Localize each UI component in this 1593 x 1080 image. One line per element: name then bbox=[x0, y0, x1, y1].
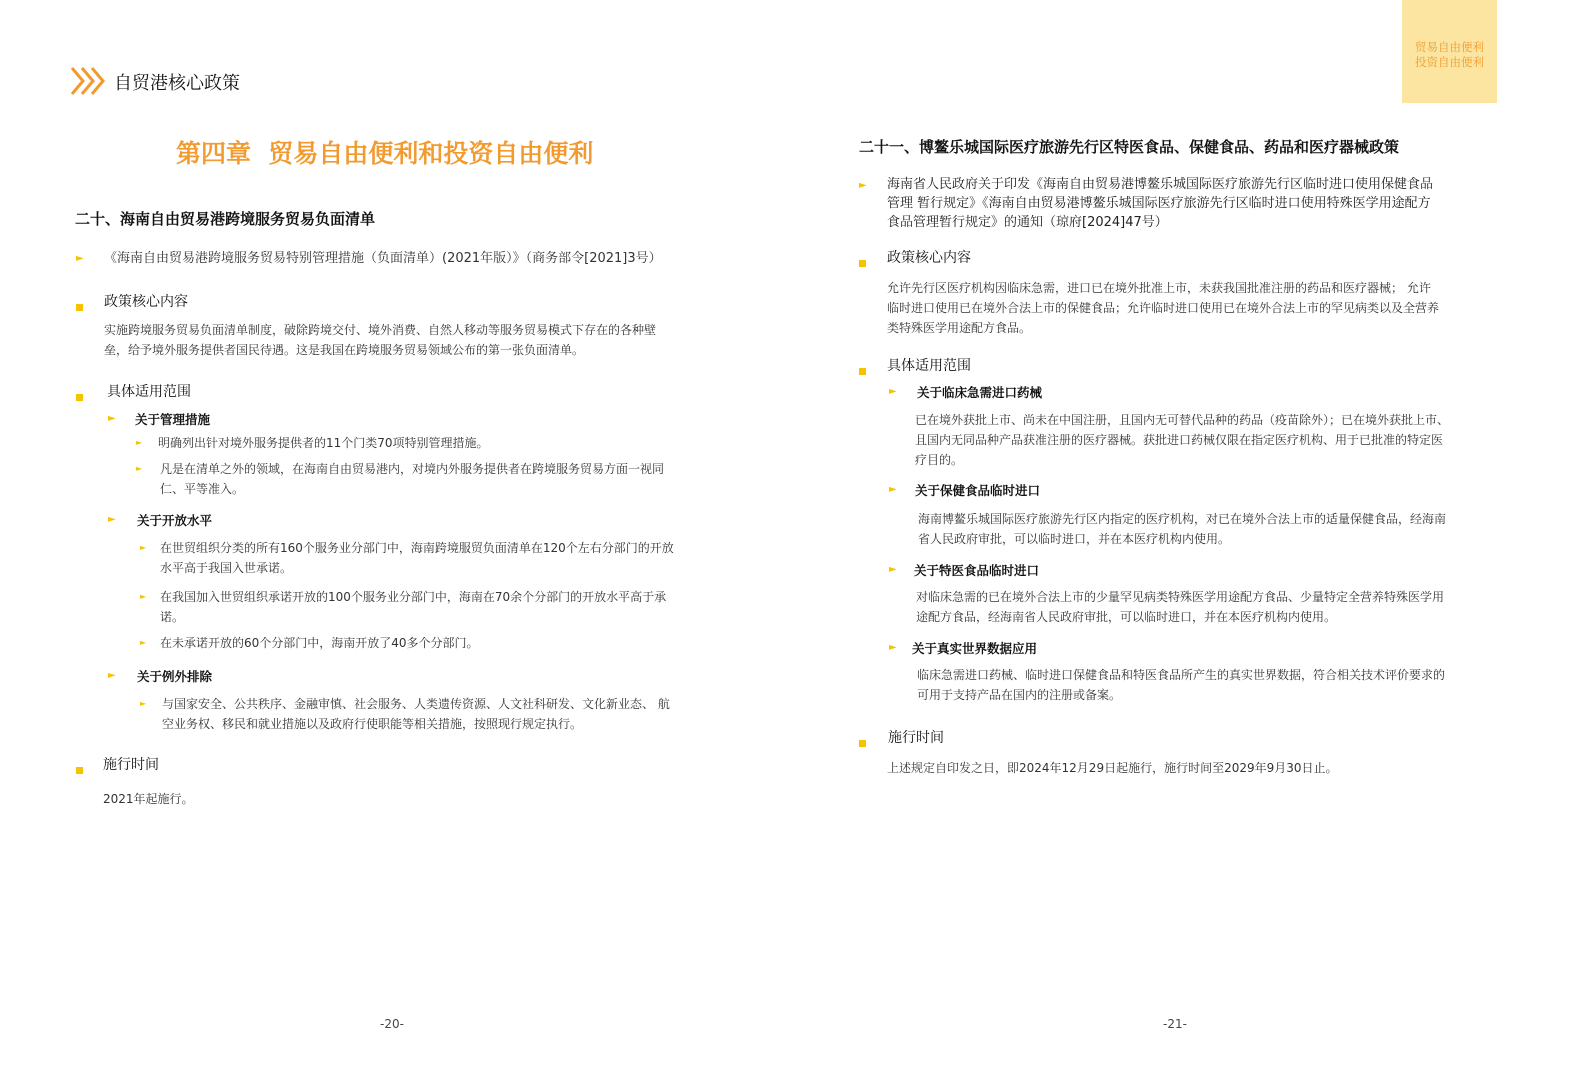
square-bullet-icon bbox=[76, 386, 83, 405]
arrow-bullet-icon: ► bbox=[889, 564, 897, 575]
health-text bbox=[918, 509, 1446, 549]
arrow-bullet-icon: ► bbox=[140, 638, 147, 647]
open-item-1 bbox=[160, 538, 674, 578]
page-number-left: -20- bbox=[380, 1017, 404, 1031]
right-core-label: 政策核心内容 bbox=[887, 250, 971, 266]
square-bullet-icon bbox=[859, 732, 866, 751]
special-label: 关于特医食品临时进口 bbox=[914, 563, 1040, 578]
arrow-bullet-icon: ► bbox=[108, 670, 116, 681]
left-effective-text: 2021年起施行。 bbox=[103, 792, 194, 806]
arrow-bullet-icon: ► bbox=[140, 543, 147, 552]
text-line: 实施跨境服务贸易负面清单制度，破除跨境交付、境外消费、自然人移动等服务贸易模式下存在的各种壁 bbox=[104, 323, 657, 337]
chevron-logo-icon bbox=[70, 65, 108, 97]
text-line: 途配方食品，经海南省人民政府审批，可以临时进口，并在本医疗机构内使用。 bbox=[916, 610, 1337, 624]
measures-item-1: 明确列出针对境外服务提供者的11个门类70项特别管理措施。 bbox=[158, 436, 489, 450]
text-line: 空业务权、移民和就业措施以及政府行使职能等相关措施，按照现行规定执行。 bbox=[162, 717, 583, 731]
text-line: 海南博鳌乐城国际医疗旅游先行区内指定的医疗机构，对已在境外合法上市的适量保健食品，经海南 bbox=[918, 512, 1447, 526]
square-bullet-icon bbox=[859, 360, 866, 379]
measures-item-2 bbox=[160, 459, 664, 499]
page-number-right: -21- bbox=[1163, 1017, 1187, 1031]
rwd-label: 关于真实世界数据应用 bbox=[912, 641, 1038, 656]
drugs-text bbox=[915, 410, 1449, 470]
exclusion-item-1 bbox=[162, 694, 670, 734]
arrow-bullet-icon: ► bbox=[136, 438, 143, 447]
arrow-bullet-icon: ► bbox=[76, 253, 84, 264]
text-line: 水平高于我国入世承诺。 bbox=[160, 561, 293, 575]
text-line: 在我国加入世贸组织承诺开放的100个服务业分部门中，海南在70余个分部门的开放水平高于承 bbox=[160, 590, 667, 604]
exclusion-label: 关于例外排除 bbox=[137, 669, 213, 684]
tab-line-1: 贸易自由便利 bbox=[1415, 40, 1484, 54]
text-line: 可用于支持产品在国内的注册或备案。 bbox=[917, 688, 1122, 702]
text-line: 允许先行区医疗机构因临床急需，进口已在境外批准上市，未获我国批准注册的药品和医疗器械； 允许 bbox=[887, 281, 1431, 295]
chapter-tab bbox=[1402, 0, 1497, 103]
rwd-text bbox=[917, 665, 1445, 705]
right-core-text bbox=[887, 278, 1439, 338]
special-text bbox=[916, 587, 1444, 627]
arrow-bullet-icon: ► bbox=[108, 413, 116, 424]
square-bullet-icon bbox=[859, 252, 866, 271]
left-core-text bbox=[104, 320, 724, 360]
tab-line-2: 投资自由便利 bbox=[1415, 55, 1484, 69]
text-line: 管理 暂行规定》《海南自由贸易港博鳌乐城国际医疗旅游先行区临时进口使用特殊医学用途配方 bbox=[887, 196, 1431, 211]
text-line: 仁、平等准入。 bbox=[160, 482, 245, 496]
open-label: 关于开放水平 bbox=[137, 513, 213, 528]
text-line: 临床急需进口药械、临时进口保健食品和特医食品所产生的真实世界数据，符合相关技术评价要求的 bbox=[917, 668, 1446, 682]
measures-label: 关于管理措施 bbox=[135, 412, 211, 427]
text-line: 垒，给予境外服务提供者国民待遇。这是我国在跨境服务贸易领域公布的第一张负面清单。 bbox=[104, 343, 585, 357]
health-label: 关于保健食品临时进口 bbox=[915, 483, 1041, 498]
text-line: 且国内无同品种产品获准注册的医疗器械。获批进口药械仅限在指定医疗机构、用于已批准的特定医 bbox=[915, 433, 1444, 447]
arrow-bullet-icon: ► bbox=[108, 514, 116, 525]
left-section-heading: 二十、海南自由贸易港跨境服务贸易负面清单 bbox=[75, 210, 376, 228]
right-doc-ref bbox=[887, 175, 1433, 232]
text-line: 诺。 bbox=[160, 610, 185, 624]
left-doc-ref: 《海南自由贸易港跨境服务贸易特别管理措施（负面清单）(2021年版）》（商务部令[2021]3号） bbox=[104, 251, 662, 266]
text-line: 临时进口使用已在境外合法上市的保健食品；允许临时进口使用已在境外合法上市的罕见病类以及全营养 bbox=[887, 301, 1440, 315]
text-line: 省人民政府审批，可以临时进口，并在本医疗机构内使用。 bbox=[918, 532, 1231, 546]
left-core-label: 政策核心内容 bbox=[104, 294, 188, 310]
left-effective-label: 施行时间 bbox=[103, 757, 159, 773]
arrow-bullet-icon: ► bbox=[140, 699, 147, 708]
text-line: 在世贸组织分类的所有160个服务业分部门中，海南跨境服贸负面清单在120个左右分部门的开放 bbox=[160, 541, 674, 555]
text-line: 已在境外获批上市、尚未在中国注册，且国内无可替代品种的药品（疫苗除外）；已在境外获批上市、 bbox=[915, 413, 1450, 427]
right-effective-label: 施行时间 bbox=[888, 730, 944, 746]
arrow-bullet-icon: ► bbox=[889, 642, 897, 653]
arrow-bullet-icon: ► bbox=[136, 464, 143, 473]
arrow-bullet-icon: ► bbox=[889, 386, 897, 397]
chapter-title: 第四章 贸易自由便利和投资自由便利 bbox=[176, 139, 594, 168]
text-line: 食品管理暂行规定》的通知（琼府[2024]47号） bbox=[887, 215, 1168, 230]
text-line: 海南省人民政府关于印发《海南自由贸易港博鳌乐城国际医疗旅游先行区临时进口使用保健食品 bbox=[887, 177, 1434, 192]
arrow-bullet-icon: ► bbox=[859, 180, 867, 191]
text-line: 对临床急需的已在境外合法上市的少量罕见病类特殊医学用途配方食品、少量特定全营养特殊医学用 bbox=[916, 590, 1445, 604]
left-scope-label: 具体适用范围 bbox=[107, 384, 191, 400]
arrow-bullet-icon: ► bbox=[140, 592, 147, 601]
text-line: 与国家安全、公共秩序、金融审慎、社会服务、人类遗传资源、人文社科研发、文化新业态、 航 bbox=[162, 697, 670, 711]
open-item-2 bbox=[160, 587, 666, 627]
right-effective-text: 上述规定自印发之日，即2024年12月29日起施行，施行时间至2029年9月30日止。 bbox=[887, 761, 1338, 775]
text-line: 疗目的。 bbox=[915, 453, 964, 467]
section-title: 自贸港核心政策 bbox=[114, 73, 240, 94]
square-bullet-icon bbox=[76, 759, 83, 778]
right-scope-label: 具体适用范围 bbox=[887, 358, 971, 374]
text-line: 凡是在清单之外的领域，在海南自由贸易港内，对境内外服务提供者在跨境服务贸易方面一视同 bbox=[160, 462, 665, 476]
right-section-heading: 二十一、博鳌乐城国际医疗旅游先行区特医食品、保健食品、药品和医疗器械政策 bbox=[859, 138, 1400, 156]
drugs-label: 关于临床急需进口药械 bbox=[917, 385, 1043, 400]
square-bullet-icon bbox=[76, 296, 83, 315]
arrow-bullet-icon: ► bbox=[889, 484, 897, 495]
text-line: 类特殊医学用途配方食品。 bbox=[887, 321, 1032, 335]
open-item-3: 在未承诺开放的60个分部门中，海南开放了40多个分部门。 bbox=[160, 636, 479, 650]
